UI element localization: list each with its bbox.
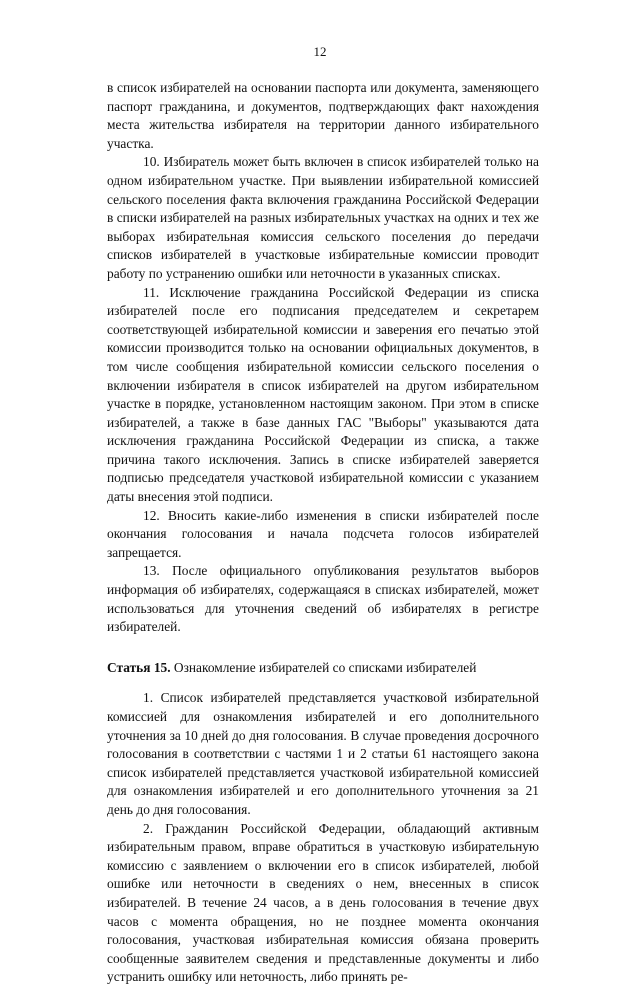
paragraph-article-15-item-1: 1. Список избирателей представляется участковой избирательной комиссией для ознакомления избирателей и его дополнительного уточнения за 10 дней до дня голосования. В случае проведения досрочного голосования в соответствии с частями 1 и 2 статьи 61 настоящего закона список избирателей представляется участковой избирательной комиссией для ознакомления избирателей и его дополнительного уточнения за 21 день до дня голосования. <box>107 690 539 817</box>
page-number: 12 <box>313 44 327 59</box>
article-heading <box>107 659 539 678</box>
paragraph-item-10: 10. Избиратель может быть включен в список избирателей только на одном избирательном участке. При выявлении избирательной комиссией сельского поселения факта включения гражданина Российской Федерации в списки избирателей на разных избирательных участках на одних и тех же выборах избирательная комиссия сельского поселения до передачи списков избирателей в участковые избирательные комиссии проводит работу по устранению ошибки или неточности в указанных списках. <box>107 154 539 281</box>
document-body <box>107 79 539 987</box>
article-title: Ознакомление избирателей со списками избирателей <box>170 659 477 675</box>
paragraph-continuation: в список избирателей на основании паспорта или документа, заменяющего паспорт гражданина, и документов, подтверждающих факт нахождения места жительства избирателя на территории данного избирательного участка. <box>107 80 539 151</box>
paragraph-item-12: 12. Вносить какие-либо изменения в списки избирателей после окончания голосования и начала подсчета голосов избирателей запрещается. <box>107 507 539 560</box>
paragraph-article-15-item-2: 2. Гражданин Российской Федерации, обладающий активным избирательным правом, вправе обратиться в участковую избирательную комиссию с заявлением о включении его в список избирателей, любой ошибке или неточности в сведениях о нем, внесенных в список избирателей. В течение 24 часов, а в день голосования в течение двух часов с момента обращения, но не позднее момента окончания голосования, участковая избирательная комиссия обязана проверить сообщенные заявителем сведения и представленные документы и либо устранить ошибку или неточность, либо принять ре- <box>107 820 539 985</box>
paragraph-item-11: 11. Исключение гражданина Российской Федерации из списка избирателей после его подписания председателем и секретарем соответствующей избирательной комиссии и заверения его печатью этой комиссии производится только на основании официальных документов, в том числе сообщения избирательной комиссии сельского поселения о включении избирателя в список избирателей на другом избирательном участке в порядке, установленном настоящим законом. При этом в списке избирателей, а также в базе данных ГАС "Выборы" указываются дата исключения гражданина Российской Федерации из списка, а также причина такого исключения. Запись в списке избирателей заверяется подписью председателя участковой избирательной комиссии с указанием даты внесения этой подписи. <box>107 284 539 505</box>
paragraph-item-13: 13. После официального опубликования результатов выборов информация об избирателях, содержащаяся в списках избирателей, может использоваться для уточнения сведений об избирателях в регистре избирателей. <box>107 563 539 635</box>
article-number: Статья 15. <box>107 659 171 675</box>
